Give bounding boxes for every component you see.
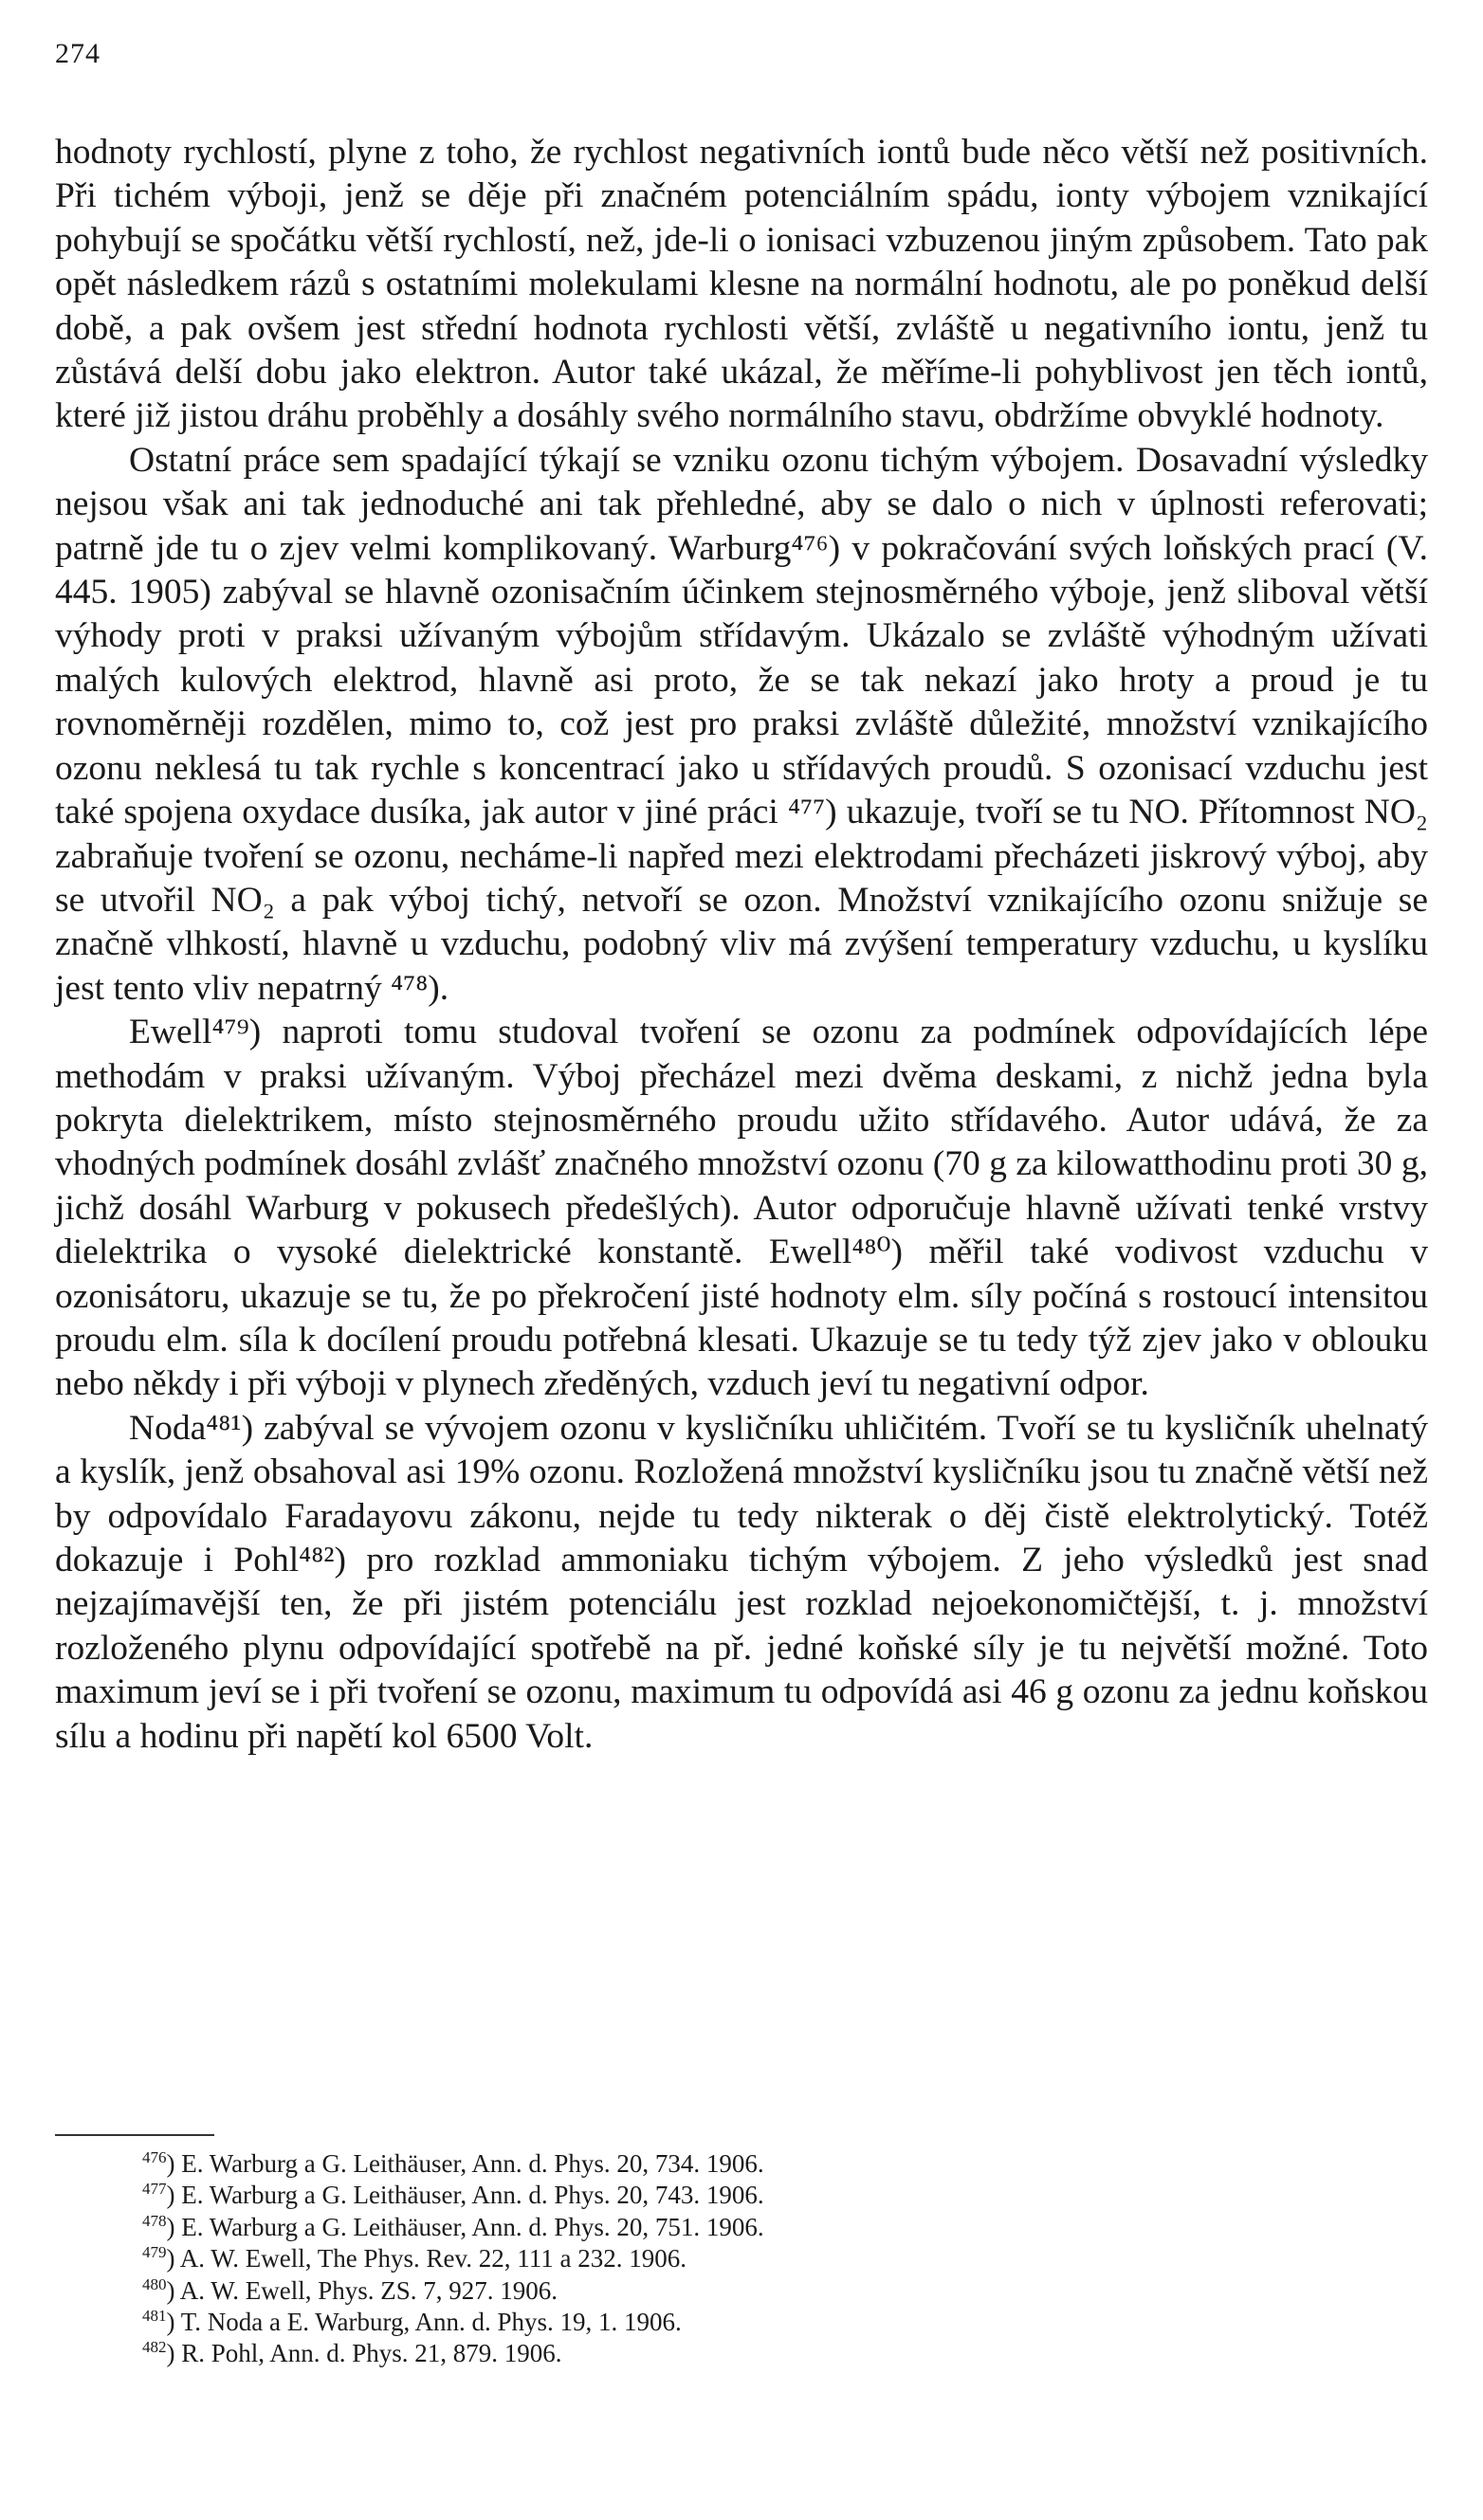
footnote-text: R. Pohl, Ann. d. Phys. 21, 879. 1906.: [181, 2339, 562, 2368]
footnote: $^{479}$) A. W. Ewell, The Phys. Rev. 22, 111 a 232. 1906.: [142, 2243, 687, 2273]
paragraph: Noda⁴⁸¹) zabýval se vývojem ozonu v kysličníku uhličitém. Tvoří se tu kysličník uhelnatý a kyslík, jenž obsahoval asi 19% ozonu. Rozložená množství kysličníku jsou tu značně větší než by odpovídalo Faradayovu zákonu, nejde tu tedy nikterak o děj čistě elektrolytický. Totéž dokazuje i Pohl⁴⁸²) pro rozklad ammoniaku tichým výbojem. Z jeho výsledků jest snad nejzajímavější ten, že při jistém potenciálu jest rozklad nejoekonomičtější, t. j. množství rozloženého plynu odpovídající spotřebě na př. jedné koňské síly je tu největší možné. Toto maximum jeví se i při tvoření se ozonu, maximum tu odpovídá asi 46 g ozonu za jednu koňskou sílu a hodinu při napětí kol 6500 Volt.: [55, 1408, 1428, 1756]
footnote-number: 481: [142, 2307, 167, 2326]
footnote-divider: [55, 2134, 214, 2136]
footnote-number: 479: [142, 2243, 167, 2262]
footnote-text: E. Warburg a G. Leithäuser, Ann. d. Phys. 20, 743. 1906.: [181, 2181, 764, 2210]
footnote-text: T. Noda a E. Warburg, Ann. d. Phys. 19, 1. 1906.: [180, 2308, 682, 2337]
footnote-text: A. W. Ewell, The Phys. Rev. 22, 111 a 232. 1906.: [179, 2244, 687, 2273]
footnote: $^{481}$) T. Noda a E. Warburg, Ann. d. Phys. 19, 1. 1906.: [142, 2307, 682, 2337]
footnote-number: 478: [142, 2211, 167, 2230]
footnote-text: E. Warburg a G. Leithäuser, Ann. d. Phys. 20, 751. 1906.: [181, 2212, 764, 2241]
paragraph: Ewell⁴⁷⁹) naproti tomu studoval tvoření se ozonu za podmínek odpovídajících lépe methodám v praksi užívaným. Výboj přecházel mezi dvěma deskami, z nichž jedna byla pokryta dielektrikem, místo stejnosměrného proudu užito střídavého. Autor udává, že za vhodných podmínek dosáhl zvlášť značného množství ozonu (70 g za kilowatthodinu proti 30 g, jichž dosáhl Warburg v pokusech předešlých). Autor odporučuje hlavně užívati tenké vrstvy dielektrika o vysoké dielektrické konstantě. Ewell⁴⁸⁰) měřil také vodivost vzduchu v ozonisátoru, ukazuje se tu, že po překročení jisté hodnoty elm. síly počíná s rostoucí intensitou proudu elm. síla k docílení proudu potřebná klesati. Ukazuje se tu tedy týž zjev jako v oblouku nebo někdy i při výboji v plynech zředěných, vzduch jeví tu negativní odpor.: [55, 1013, 1428, 1404]
body-text: [55, 131, 1428, 1759]
footnote-text: A. W. Ewell, Phys. ZS. 7, 927. 1906.: [179, 2275, 558, 2305]
footnote-text: E. Warburg a G. Leithäuser, Ann. d. Phys. 20, 734. 1906.: [181, 2149, 764, 2178]
footnote: $^{480}$) A. W. Ewell, Phys. ZS. 7, 927. 1906.: [142, 2274, 558, 2305]
footnote-number: 476: [142, 2148, 167, 2166]
footnote: $^{478}$) E. Warburg a G. Leithäuser, Ann. d. Phys. 20, 751. 1906.: [142, 2211, 764, 2241]
page-number: 274: [55, 38, 101, 69]
footnote: $^{476}$) E. Warburg a G. Leithäuser, Ann. d. Phys. 20, 734. 1906.: [142, 2148, 764, 2178]
footnote-number: 477: [142, 2180, 167, 2199]
paragraph: hodnoty rychlostí, plyne z toho, že rychlost negativních iontů bude něco větší než positivních. Při tichém výboji, jenž se děje při značném potenciálním spádu, ionty výbojem vznikající pohybují se spočátku větší rychlostí, než, jde-li o ionisaci vzbuzenou jiným způsobem. Tato pak opět následkem rázů s ostatními molekulami klesne na normální hodnotu, ale po poněkud delší době, a pak ovšem jest střední hodnota rychlosti větší, zvláště u negativního iontu, jenž tu zůstává delší dobu jako elektron. Autor také ukázal, že měříme-li pohyblivost jen těch iontů, které již jistou dráhu proběhly a dosáhly svého normálního stavu, obdržíme obvyklé hodnoty.: [55, 133, 1428, 436]
footnote: $^{477}$) E. Warburg a G. Leithäuser, Ann. d. Phys. 20, 743. 1906.: [142, 2180, 764, 2210]
footnotes: [142, 2148, 1413, 2370]
footnote-number: 480: [142, 2274, 167, 2293]
footnote: $^{482}$) R. Pohl, Ann. d. Phys. 21, 879. 1906.: [142, 2338, 562, 2368]
footnote-number: 482: [142, 2338, 167, 2357]
paragraph: Ostatní práce sem spadající týkají se vzniku ozonu tichým výbojem. Dosavadní výsledky nejsou však ani tak jednoduché ani tak přehledné, aby se dalo o nich v úplnosti referovati; patrně jde tu o zjev velmi komplikovaný. Warburg⁴⁷⁶) v pokračování svých loňských prací (V. 445. 1905) zabýval se hlavně ozonisačním účinkem stejnosměrného výboje, jenž sliboval větší výhody proti v praksi užívaným výbojům střídavým. Ukázalo se zvláště výhodným užívati malých kulových elektrod, hlavně asi proto, že se tak nekazí jako hroty a proud je tu rovnoměrněji rozdělen, mimo to, což jest pro praksi zvláště důležité, množství vznikajícího ozonu neklesá tu tak rychle s koncentrací jako u střídavých proudů. S ozonisací vzduchu jest také spojena oxydace dusíka, jak autor v jiné práci ⁴⁷⁷) ukazuje, tvoří se tu NO. Přítomnost NO₂ zabraňuje tvoření se ozonu, necháme-li napřed mezi elektrodami přecházeti jiskrový výboj, aby se utvořil NO₂ a pak výboj tichý, netvoří se ozon. Množství vznikajícího ozonu snižuje se značně vlhkostí, hlavně u vzduchu, podobný vliv má zvýšení temperatury vzduchu, u kyslíku jest tento vliv nepatrný ⁴⁷⁸).: [55, 440, 1428, 1008]
